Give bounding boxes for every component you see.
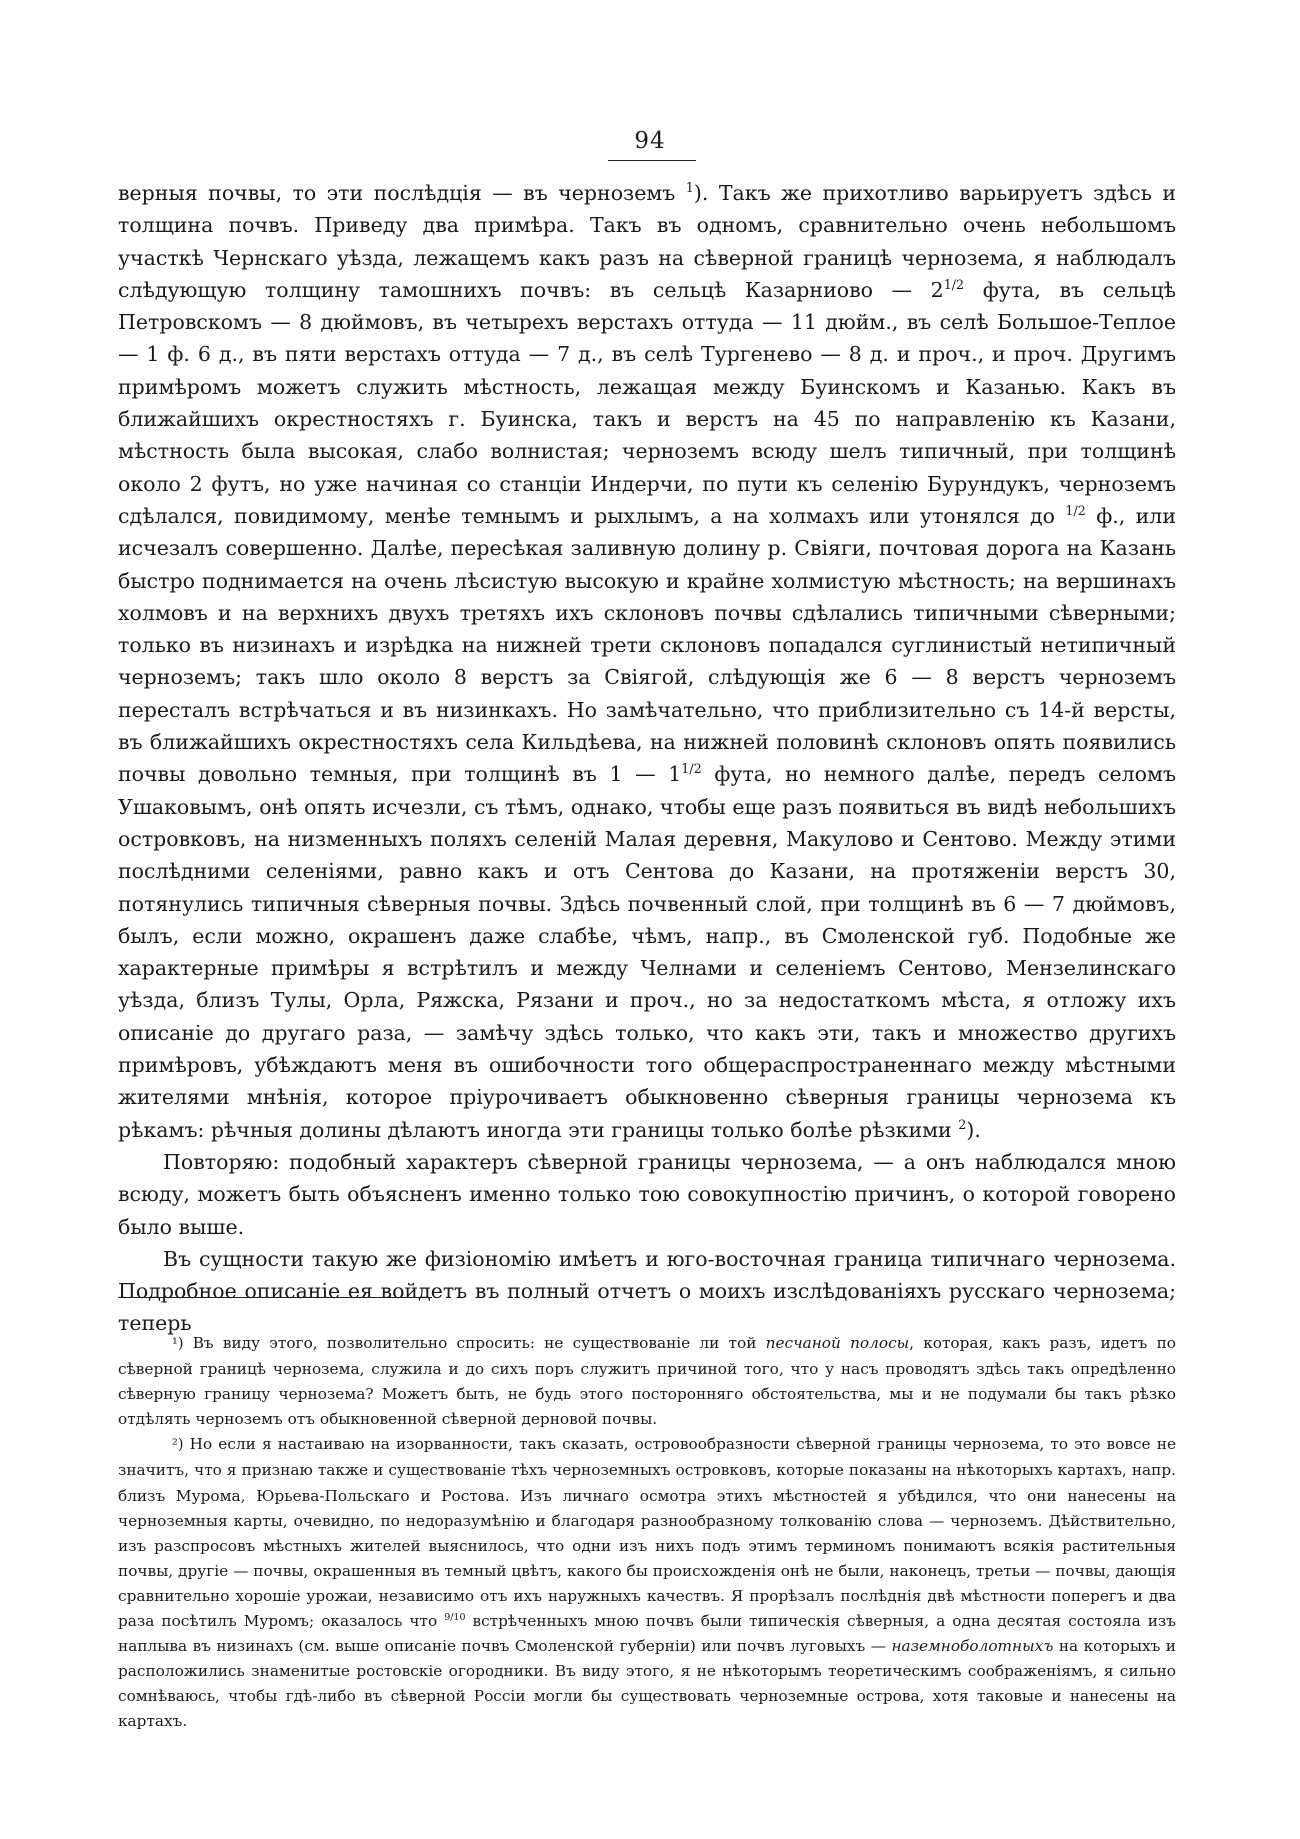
fraction-nine-tenths: 9/10 bbox=[444, 1612, 466, 1624]
paragraph-1 bbox=[118, 177, 1176, 1146]
footnote-2 bbox=[118, 1432, 1176, 1734]
p1-text-c: фута, въ сельцѣ Петровскомъ — 8 дюймовъ, въ четырехъ верстахъ оттуда — 11 дюйм., въ селѣ Большое-Теплое — 1 ф. 6 д., въ пяти верстахъ оттуда — 7 д., въ селѣ Тургенево — 8 д. и проч., и проч. Другимъ примѣромъ можетъ служить мѣстность, лежащая между Буинскомъ и Казанью. Какъ въ ближайшихъ окрестностяхъ г. Буинска, такъ и верстъ на 45 по направленію къ Казани, мѣстность была высокая, слабо волнистая; черноземъ всюду шелъ типичный, при толщинѣ около 2 футъ, но уже начиная со станціи Индерчи, по пути къ селенію Бурундукъ, черноземъ сдѣлался, повидимому, менѣе темнымъ и рыхлымъ, а на холмахъ или утонялся до bbox=[118, 277, 1176, 528]
footnote-1-text-b: , которая, какъ разъ, идетъ по сѣверной границѣ чернозема, служила и до сихъ поръ служитъ причиной того, что у насъ проводятъ здѣсь такъ опредѣленно сѣверную границу чернозема? Можетъ быть, не будь этого посторонняго обстоятельства, мы и не подумали бы такъ рѣзко отдѣлять черноземъ отъ обыкновенной сѣверной дерновой почвы. bbox=[118, 1334, 1176, 1429]
footnote-2-text-c: на которыхъ и расположились знаменитые ростовскіе огородники. Въ виду этого, я не нѣкоторымъ теоретическимъ соображеніямъ, я сильно сомнѣваюсь, чтобы гдѣ-либо въ сѣверной Россіи могли бы существовать черноземные острова, хотя таковые и нанесены на картахъ. bbox=[118, 1637, 1176, 1731]
footnote-1 bbox=[118, 1331, 1176, 1432]
footnote-ref-2: 2 bbox=[958, 1116, 967, 1132]
paragraph-3: Въ сущности такую же физіономію имѣетъ и юго-восточная граница типичнаго чернозема. Подробное описаніе ея войдетъ въ полный отчетъ о моихъ изслѣдованіяхъ русскаго чернозема; теперь bbox=[118, 1246, 1176, 1336]
footnote-rule bbox=[118, 1297, 432, 1298]
footnote-2-text-b: встрѣченныхъ мною почвъ были типическія сѣверныя, а одна десятая состояла изъ наплыва въ низинахъ (см. выше описаніе почвъ Смоленской губерніи) или почвъ луговыхъ — bbox=[118, 1612, 1177, 1656]
footnote-ref-1: 1 bbox=[685, 180, 694, 196]
main-text bbox=[118, 177, 1176, 1340]
fraction-half-3: 1/2 bbox=[681, 761, 702, 777]
fraction-half-2: 1/2 bbox=[1065, 503, 1086, 519]
page-number: 94 bbox=[634, 128, 666, 154]
p1-text-e: фута, но немного далѣе, передъ селомъ Ушаковымъ, онѣ опять исчезли, съ тѣмъ, однако, чтобы еще разъ появиться въ видѣ небольшихъ островковъ, на низменныхъ поляхъ селеній Малая деревня, Макулово и Сентово. Между этими послѣдними селеніями, равно какъ и отъ Сентова до Казани, на протяженіи верстъ 30, потянулись типичныя сѣверныя почвы. Здѣсь почвенный слой, при толщинѣ въ 6 — 7 дюймовъ, былъ, если можно, окрашенъ даже слабѣе, чѣмъ, напр., въ Смоленской губ. Подобные же характерные примѣры я встрѣтилъ и между Челнами и селеніемъ Сентово, Мензелинскаго уѣзда, близъ Тулы, Орла, Ряжска, Рязани и проч., но за недостаткомъ мѣста, я отложу ихъ описаніе до другаго раза, — замѣчу здѣсь только, что какъ эти, такъ и множество другихъ примѣровъ, убѣждаютъ меня въ ошибочности того общераспространеннаго между мѣстными жителями мнѣнія, которое пріурочиваетъ обыкновенно сѣверныя границы чернозема къ рѣкамъ: рѣчныя долины дѣлаютъ иногда эти границы только болѣе рѣзкими bbox=[118, 762, 1176, 1142]
footnote-1-text-a: Въ виду этого, позволительно спросить: не существованіе ли той bbox=[183, 1334, 766, 1352]
footnote-1-marker: ¹) bbox=[172, 1336, 184, 1352]
footnote-2-italic: наземноболотныхъ bbox=[891, 1637, 1054, 1656]
page-number-rule bbox=[608, 160, 696, 161]
fraction-half-1: 1/2 bbox=[943, 277, 965, 293]
p1-text-b: ). Такъ же прихотливо варьируетъ здѣсь и толщина почвъ. Приведу два примѣра. Такъ въ одномъ, сравнительно очень небольшомъ участкѣ Чернскаго уѣзда, лежащемъ какъ разъ на сѣверной границѣ чернозема, я наблюдалъ слѣдующую толщину тамошнихъ почвъ: въ сельцѣ Казарниово — 2 bbox=[118, 181, 1176, 302]
footnote-2-marker: ²) bbox=[172, 1437, 184, 1454]
footnotes bbox=[118, 1331, 1176, 1735]
p1-text-d: ф., или исчезалъ совершенно. Далѣе, пересѣкая заливную долину р. Свіяги, почтовая дорога на Казань быстро поднимается на очень лѣсистую высокую и крайне холмистую мѣстность; на вершинахъ холмовъ и на верхнихъ двухъ третяхъ ихъ склоновъ почвы сдѣлались типичными сѣверными; только въ низинахъ и изрѣдка на нижней трети склоновъ попадался суглинистый нетипичный черноземъ; такъ шло около 8 верстъ за Свіягой, слѣдующія же 6 — 8 верстъ черноземъ пересталъ встрѣчаться и въ низинкахъ. Но замѣчательно, что приблизительно съ 14-й версты, въ ближайшихъ окрестностяхъ села Кильдѣева, на нижней половинѣ склоновъ опять появились почвы довольно темныя, при толщинѣ въ 1 — 1 bbox=[118, 503, 1176, 787]
paragraph-2: Повторяю: подобный характеръ сѣверной границы чернозема, — а онъ наблюдался мною всюду, можетъ быть объясненъ именно только тою совокупностію причинъ, о которой говорено было выше. bbox=[118, 1149, 1176, 1239]
p1-text-a: верныя почвы, то эти послѣдція — въ черноземъ bbox=[118, 181, 686, 205]
footnote-1-italic: песчаной полосы bbox=[765, 1334, 910, 1352]
p1-text-f: ). bbox=[966, 1117, 981, 1142]
footnote-2-text-a: Но если я настаиваю на изорванности, такъ сказать, островообразности сѣверной границы чернозема, то это вовсе не значитъ, что я признаю также и существованіе тѣхъ черноземныхъ островковъ, которые показаны на нѣкоторыхъ картахъ, напр. близъ Мурома, Юрьева-Польскаго и Ростова. Изъ личнаго осмотра этихъ мѣстностей я убѣдился, что они нанесены на черноземныя карты, очевидно, по недоразумѣнію и благодаря разнообразному толкованію слова — черноземъ. Дѣйствительно, изъ разспросовъ мѣстныхъ жителей выяснилось, что одни изъ нихъ подъ этимъ терминомъ понимаютъ всякія растительныя почвы, другіе — почвы, окрашенныя въ темный цвѣтъ, какого бы происхожденія онѣ не были, наконецъ, третьи — почвы, дающія сравнительно хорошіе урожаи, независимо отъ ихъ наружныхъ качествъ. Я прорѣзалъ послѣднія двѣ мѣстности поперегъ и два раза посѣтилъ Муромъ; оказалось что bbox=[118, 1435, 1176, 1631]
